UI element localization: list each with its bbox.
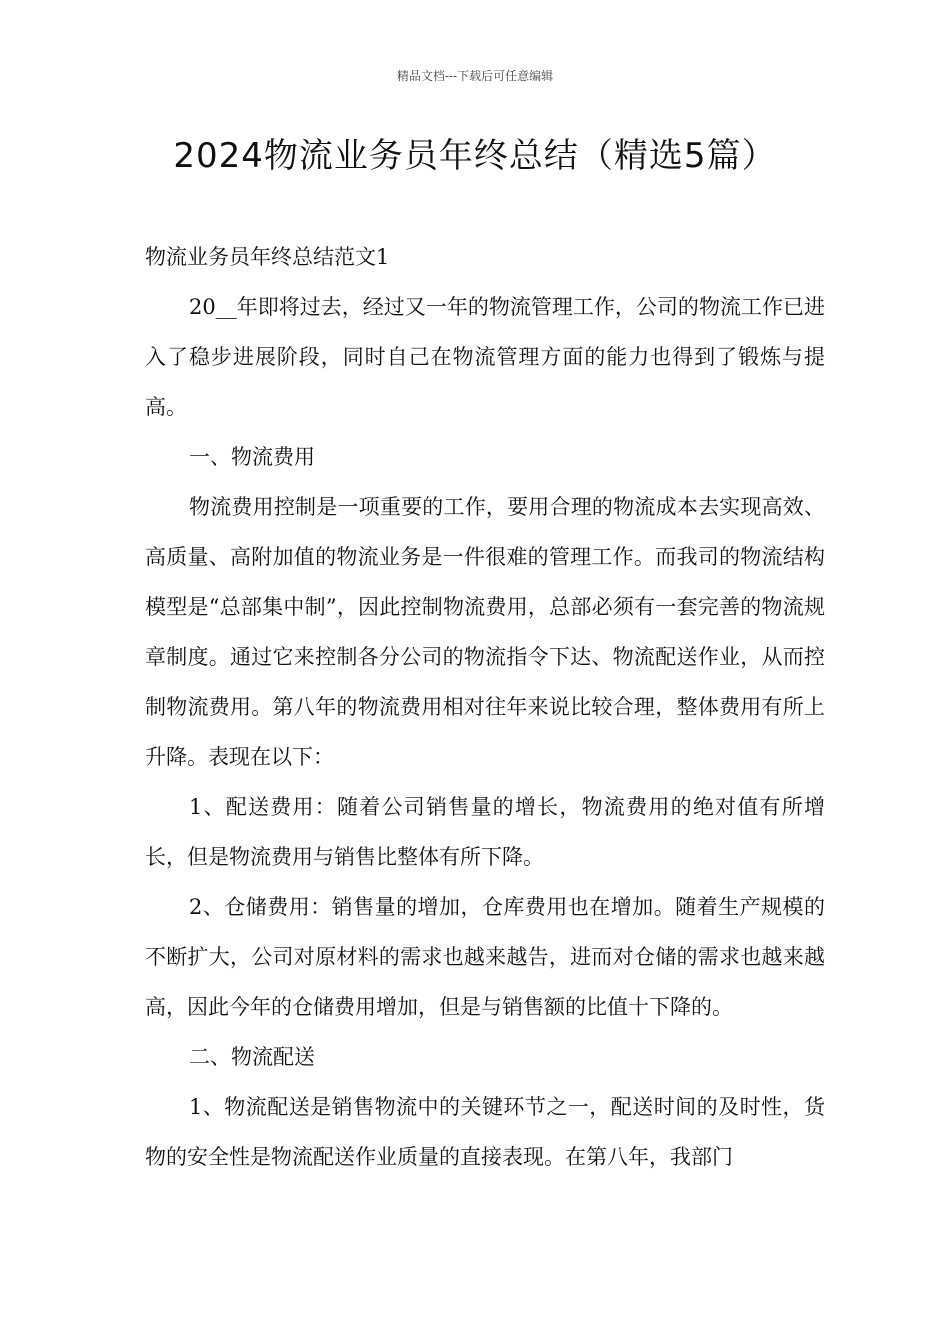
paragraph-storage-cost: 2、仓储费用：销售量的增加，仓库费用也在增加。随着生产规模的不断扩大，公司对原材料的需求也越来越告，进而对仓储的需求也越来越高，因此今年的仓储费用增加，但是与销售额的比值十下降的。: [145, 895, 825, 1019]
paragraph-cost-control: 物流费用控制是一项重要的工作，要用合理的物流成本去实现高效、高质量、高附加值的物流业务是一件很难的管理工作。而我司的物流结构模型是“总部集中制”，因此控制物流费用，总部必须有一套完善的物流规章制度。通过它来控制各分公司的物流指令下达、物流配送作业，从而控制物流费用。第八年的物流费用相对往年来说比较合理，整体费用有所上升降。表现在以下：: [145, 495, 825, 769]
section-subtitle: 物流业务员年终总结范文1: [145, 245, 390, 269]
paragraph-delivery-key: 1、物流配送是销售物流中的关键环节之一，配送时间的及时性，货物的安全性是物流配送作业质量的直接表现。在第八年，我部门: [145, 1095, 825, 1169]
paragraph-delivery-cost: 1、配送费用：随着公司销售量的增长，物流费用的绝对值有所增长，但是物流费用与销售比整体有所下降。: [145, 795, 825, 869]
paragraph-intro: 20__年即将过去，经过又一年的物流管理工作，公司的物流工作已进入了稳步进展阶段，同时自己在物流管理方面的能力也得到了锻炼与提高。: [145, 295, 825, 419]
document-title: 2024物流业务员年终总结（精选5篇）: [173, 136, 777, 176]
document-body: [145, 232, 825, 1182]
section-heading-logistics-cost: 一、物流费用: [189, 445, 315, 469]
header-note: 精品文档---下载后可任意编辑: [396, 69, 554, 83]
section-heading-logistics-delivery: 二、物流配送: [189, 1045, 315, 1069]
